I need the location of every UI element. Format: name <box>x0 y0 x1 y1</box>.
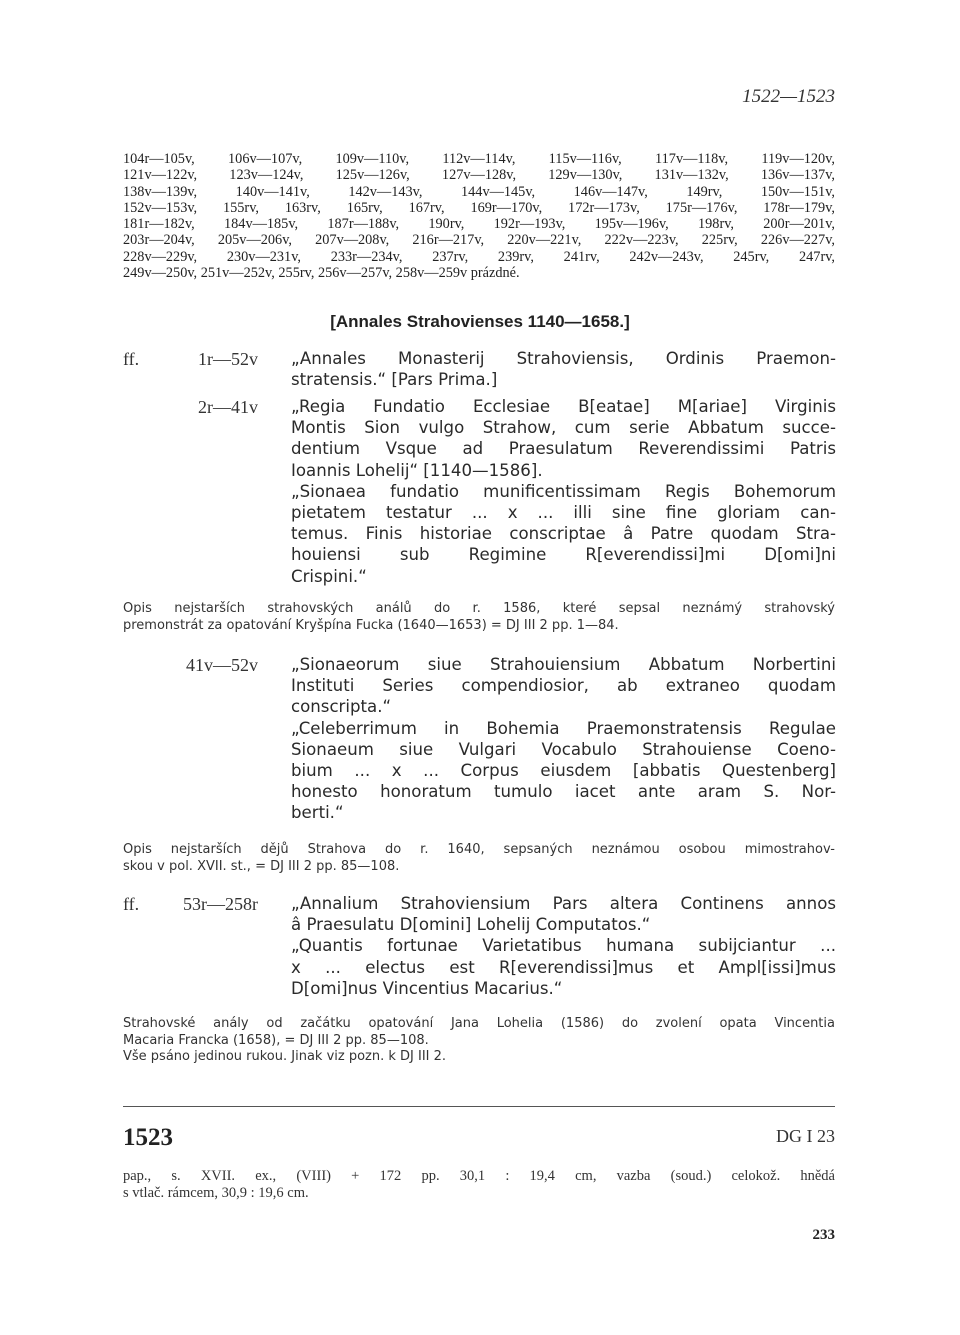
entry-text <box>291 348 836 390</box>
entry-line: „Celeberrimum in Bohemia Praemonstratensis Regulae <box>291 718 836 738</box>
note-line: Strahovské anály od začátku opatování Jana Lohelia (1586) do zvolení opata Vincentia <box>123 1016 835 1031</box>
entry-line: â Praesulatu D[omini] Lohelij Computatos.“ <box>291 915 651 935</box>
entry-line: temus. Finis historiae conscriptae â Patre quodam Stra- <box>291 524 836 544</box>
entry-line: conscripta.“ <box>291 697 392 717</box>
entry-line: bium ... x ... Corpus eiusdem [abbatis Questenberg] <box>291 761 836 781</box>
entry-line: stratensis.“ [Pars Prima.] <box>291 370 498 390</box>
folio-range: 2r—41v <box>198 397 258 417</box>
folio-range: 41v—52v <box>186 655 258 675</box>
entry-text <box>291 396 836 587</box>
entry-line: „Regia Fundatio Ecclesiae B[eatae] M[ariae] Virginis <box>291 397 836 416</box>
folio-list-line: 104r—105v, 106v—107v, 109v—110v, 112v—114v, 115v—116v, 117v—118v, 119v—120v, <box>123 151 835 167</box>
note-line: Opis nejstarších dějů Strahova do r. 1640, sepsaných neznámou osobou mimostrahov- <box>123 842 835 857</box>
description-line: pap., s. XVII. ex., (VIII) + 172 pp. 30,1 : 19,4 cm, vazba (soud.) celokož. hnědá <box>123 1168 835 1184</box>
entry-line: berti.“ <box>291 803 344 823</box>
entry-line: Montis Sion vulgo Strahow, cum serie Abbatum succe- <box>291 418 836 438</box>
note-line: Macaria Francka (1658), = DJ III 2 pp. 85—108. <box>123 1032 429 1048</box>
entry-line: x ... electus est R[everendissi]mus et Ampl[issi]mus <box>291 957 836 977</box>
entry-line: dentium Vsque ad Praesulatum Reverendissimi Patris <box>291 439 836 459</box>
record-number: 1523 <box>123 1124 173 1151</box>
entry-line: Instituti Series compendiosior, ab extraneo quodam <box>291 676 836 696</box>
description-line: s vtlač. rámcem, 30,9 : 19,6 cm. <box>123 1185 309 1201</box>
folio-list-line: 181r—182v, 184v—185v, 187r—188v, 190rv, 192r—193v, 195v—196v, 198rv, 200r—201v, <box>123 216 835 233</box>
entry-line: „Sionaeorum siue Strahouiensium Abbatum Norbertini <box>291 655 836 674</box>
entry-line: Ioannis Lohelij“ [1140—1586]. <box>291 460 543 480</box>
folio-range: 53r—258r <box>183 894 258 914</box>
folio-list <box>123 151 835 281</box>
note-line: premonstrát za opatování Kryšpína Fucka (1640—1653) = DJ III 2 pp. 1—84. <box>123 617 619 633</box>
folio-list-line: 121v—122v, 123v—124v, 125v—126v, 127v—128v, 129v—130v, 131v—132v, 136v—137v, <box>123 167 835 184</box>
folio-list-line: 249v—250v, 251v—252v, 255rv, 256v—257v, 258v—259v prázdné. <box>123 265 520 282</box>
page-number: 233 <box>812 1227 835 1243</box>
entry-text <box>291 893 836 999</box>
entry-line: „Sionaea fundatio munificentissimam Regis Bohemorum <box>291 481 836 501</box>
separator-rule <box>123 1106 835 1107</box>
entry-line: Sionaeum siue Vulgari Vocabulo Strahouiense Coeno- <box>291 739 836 759</box>
note-line: Opis nejstarších strahovských análů do r. 1586, které sepsal neznámý strahovský <box>123 601 835 616</box>
entry-text <box>291 654 836 824</box>
note-line: skou v pol. XVII. st., = DJ III 2 pp. 85—108. <box>123 858 400 874</box>
entry-line: pietatem testatur ... x ... illi sine fine gloriam can- <box>291 503 836 523</box>
entry-line: „Annales Monasterij Strahoviensis, Ordinis Praemon- <box>291 349 836 368</box>
note <box>123 842 835 875</box>
entry-line: D[omi]nus Vincentius Macarius.“ <box>291 978 563 998</box>
ff-label: ff. <box>123 894 140 914</box>
section-title: [Annales Strahovienses 1140—1658.] <box>330 312 630 331</box>
entry-line: Crispini.“ <box>291 566 367 586</box>
note <box>123 601 835 634</box>
entry-line: houiensi sub Regimine R[everendissi]mi D[omi]ni <box>291 545 836 565</box>
folio-list-line: 203r—204v, 205v—206v, 207v—208v, 216r—217v, 220v—221v, 222v—223v, 225rv, 226v—227v, <box>123 232 835 249</box>
shelf-signature: DG I 23 <box>776 1126 835 1146</box>
folio-range: 1r—52v <box>198 349 258 369</box>
record-description <box>123 1168 835 1202</box>
folio-list-line: 152v—153v, 155rv, 163rv, 165rv, 167rv, 169r—170v, 172r—173v, 175r—176v, 178r—179v, <box>123 199 835 216</box>
running-header: 1522—1523 <box>742 86 835 107</box>
entry-line: honesto honoratum tumulo iacet ante aram S. Nor- <box>291 782 836 802</box>
ff-label: ff. <box>123 349 140 369</box>
folio-list-line: 228v—229v, 230v—231v, 233r—234v, 237rv, 239rv, 241rv, 242v—243v, 245rv, 247rv, <box>123 248 835 265</box>
note <box>123 1016 835 1066</box>
entry-line: „Annalium Strahoviensium Pars altera Continens annos <box>291 894 836 913</box>
note-line: Vše psáno jedinou rukou. Jinak viz pozn. k DJ III 2. <box>123 1049 447 1064</box>
entry-line: „Quantis fortunae Varietatibus humana subijciantur ... <box>291 936 836 956</box>
folio-list-line: 138v—139v, 140v—141v, 142v—143v, 144v—145v, 146v—147v, 149rv, 150v—151v, <box>123 183 835 200</box>
